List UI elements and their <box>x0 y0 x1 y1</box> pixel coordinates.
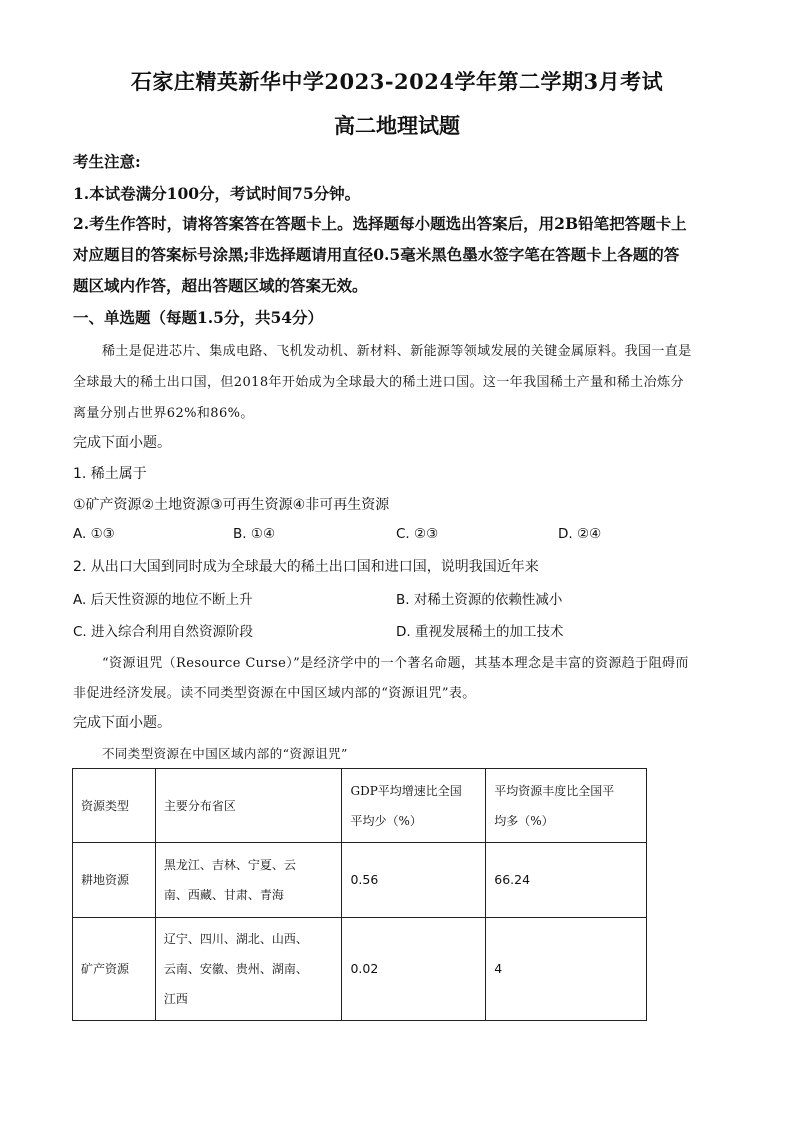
notice-item-1: 1.本试卷满分100分，考试时间75分钟。 <box>73 184 361 203</box>
passage-2-instruction: 完成下面小题。 <box>73 715 171 731</box>
exam-subtitle: 高二地理试题 <box>334 113 460 138</box>
question-2-option-a[interactable]: A. 后天性资源的地位不断上升 <box>73 592 253 608</box>
passage-1-line-3: 离量分别占世界62%和86%。 <box>73 406 254 421</box>
cell-resource-type: 耕地资源 <box>73 843 156 918</box>
cell-abundance: 4 <box>486 918 647 1021</box>
exam-title: 石家庄精英新华中学2023-2024学年第二学期3月考试 <box>130 69 664 94</box>
notice-heading: 考生注意: <box>73 152 141 171</box>
cell-provinces: 辽宁、四川、湖北、山西、 云南、安徽、贵州、湖南、 江西 <box>155 918 342 1021</box>
cell-resource-type: 矿产资源 <box>73 918 156 1021</box>
question-1-option-d[interactable]: D. ②④ <box>558 526 602 542</box>
table-header-row <box>73 769 647 843</box>
header-resource-type: 资源类型 <box>73 769 156 843</box>
question-2-option-d[interactable]: D. 重视发展稀土的加工技术 <box>396 624 564 640</box>
passage-1-instruction: 完成下面小题。 <box>73 435 171 451</box>
passage-2-line-2: 非促进经济发展。读不同类型资源在中国区域内部的“资源诅咒”表。 <box>73 686 476 701</box>
cell-gdp: 0.02 <box>342 918 486 1021</box>
section-heading: 一、单选题（每题1.5分，共54分） <box>73 308 324 327</box>
passage-2-line-1: “资源诅咒（Resource Curse）”是经济学中的一个著名命题，其基本理念是丰富的资源趋于阻碍而 <box>102 656 689 671</box>
table-row <box>73 843 647 918</box>
question-1-option-b[interactable]: B. ①④ <box>233 526 276 542</box>
question-1-option-c[interactable]: C. ②③ <box>396 526 439 542</box>
header-resource-abundance: 平均资源丰度比全国平 均多（%） <box>486 769 647 843</box>
question-2-stem: 2. 从出口大国到同时成为全球最大的稀土出口国和进口国，说明我国近年来 <box>73 559 539 575</box>
table-row <box>73 918 647 1021</box>
question-2-option-b[interactable]: B. 对稀土资源的依赖性减小 <box>396 592 563 608</box>
passage-1-line-2: 全球最大的稀土出口国，但2018年开始成为全球最大的稀土进口国。这一年我国稀土产量和稀土冶炼分 <box>73 375 684 390</box>
table-caption: 不同类型资源在中国区域内部的“资源诅咒” <box>102 746 348 761</box>
cell-abundance: 66.24 <box>486 843 647 918</box>
header-gdp-growth: GDP平均增速比全国 平均少（%） <box>342 769 486 843</box>
passage-1-line-1: 稀土是促进芯片、集成电路、飞机发动机、新材料、新能源等领域发展的关键金属原料。我国一直是 <box>102 344 692 359</box>
notice-item-2-line-2: 对应题目的答案标号涂黑;非选择题请用直径0.5毫米黑色墨水签字笔在答题卡上各题的答 <box>73 245 680 264</box>
notice-item-2-line-3: 题区域内作答，超出答题区域的答案无效。 <box>73 276 368 295</box>
cell-provinces: 黑龙江、吉林、宁夏、云 南、西藏、甘肃、青海 <box>155 843 342 918</box>
question-1-stem: 1. 稀土属于 <box>73 466 147 482</box>
question-1-option-a[interactable]: A. ①③ <box>73 526 115 542</box>
header-provinces: 主要分布省区 <box>155 769 342 843</box>
resource-curse-table <box>72 768 647 1021</box>
cell-gdp: 0.56 <box>342 843 486 918</box>
question-1-choices: ①矿产资源②土地资源③可再生资源④非可再生资源 <box>73 497 390 513</box>
notice-item-2-line-1: 2.考生作答时，请将答案答在答题卡上。选择题每小题选出答案后，用2B铅笔把答题卡上 <box>73 214 687 233</box>
question-2-option-c[interactable]: C. 进入综合利用自然资源阶段 <box>73 624 254 640</box>
